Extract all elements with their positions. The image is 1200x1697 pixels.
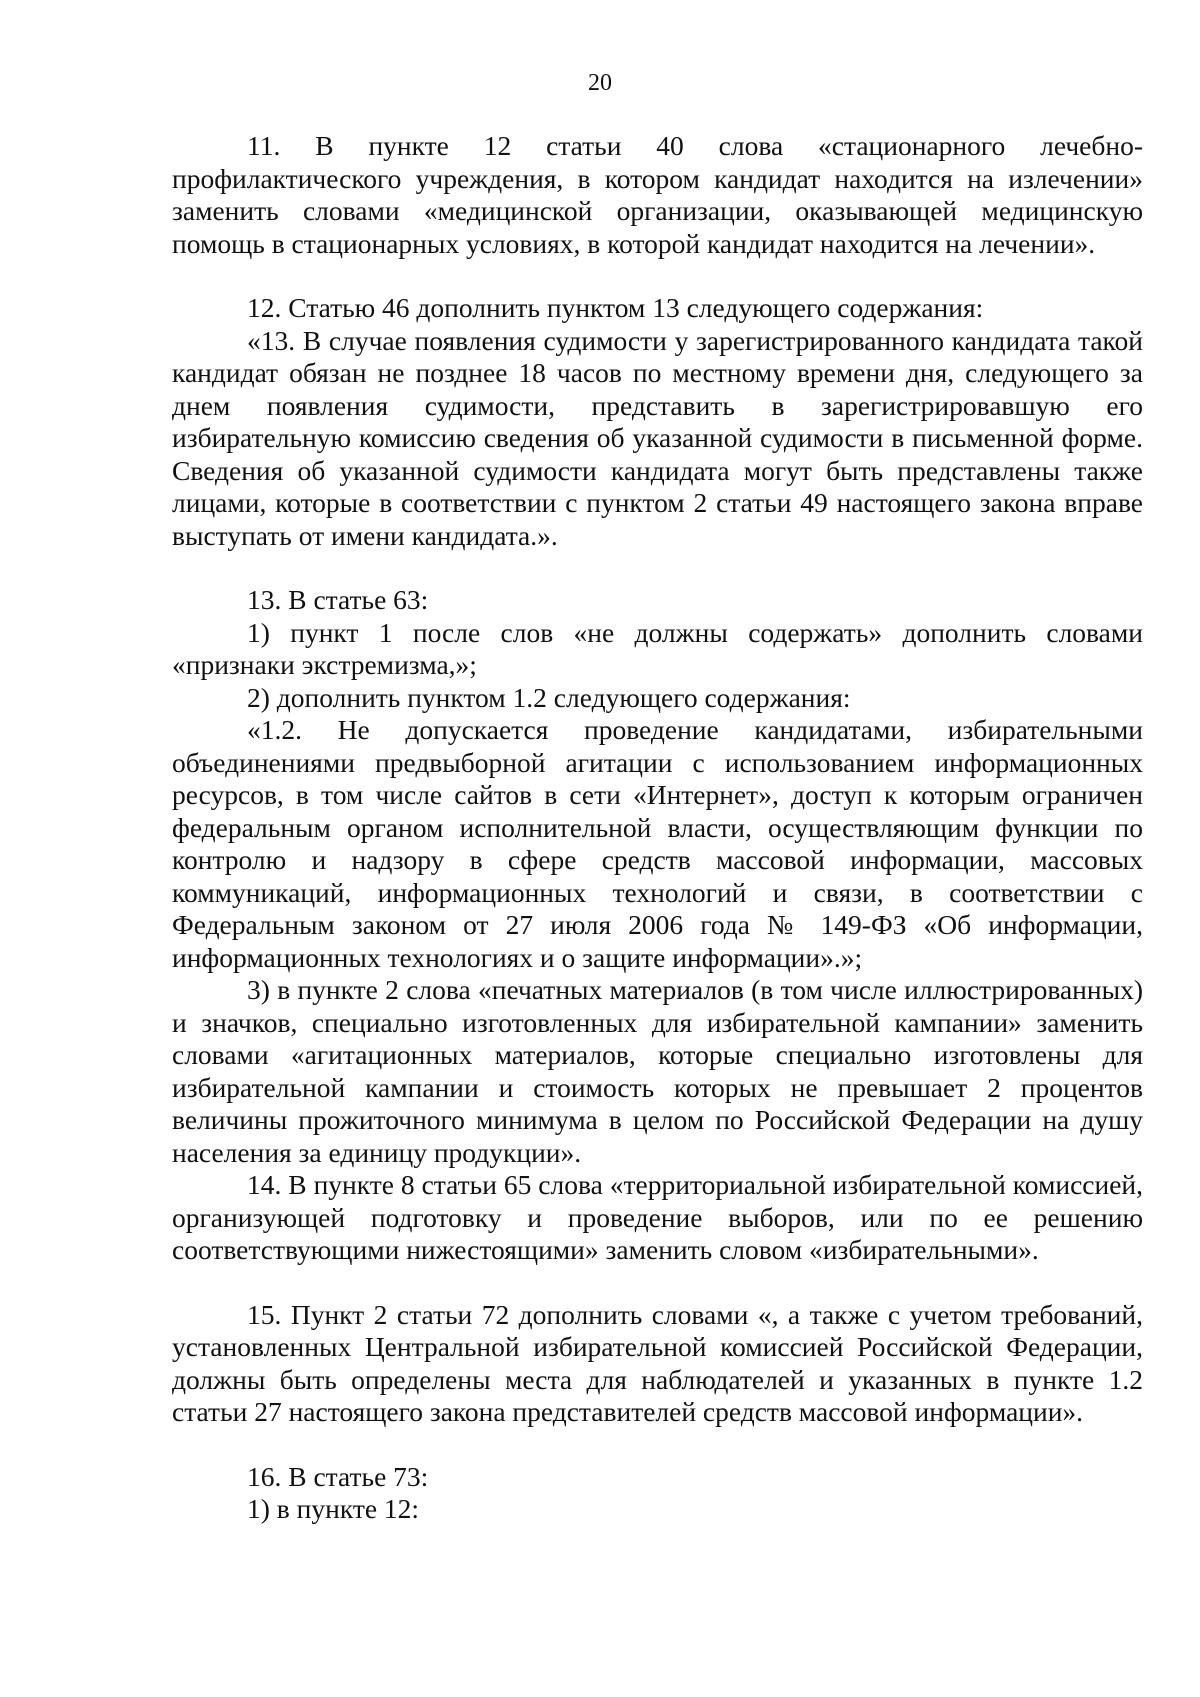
paragraph-item-13-sub-3: 3) в пункте 2 слова «печатных материалов (в том числе иллюстрированных) и значков, специально изготовленных для избирательной кампании» заменить словами «агитационных материалов, которые специально изготовлены для избирательной кампании и стоимость которых не превышает 2 процентов величины прожиточного минимума в целом по Российской Федерации на душу населения за единицу продукции».	[172, 974, 1143, 1168]
document-body	[172, 130, 1143, 1526]
paragraph-gap	[172, 260, 1143, 292]
paragraph-item-13-sub-2-quote: «1.2. Не допускается проведение кандидатами, избирательными объединениями предвыборной агитации с использованием информационных ресурсов, в том числе сайтов в сети «Интернет», доступ к которым ограничен федеральным органом исполнительной власти, осуществляющим функции по контролю и надзору в сфере средств массовой информации, массовых коммуникаций, информационных технологий и связи, в соответствии с Федеральным законом от 27 июля 2006 года № 149-ФЗ «Об информации, информационных технологиях и о защите информации».»;	[172, 714, 1143, 973]
paragraph-item-15: 15. Пункт 2 статьи 72 дополнить словами «, а также с учетом требований, установленных Центральной избирательной комиссией Российской Федерации, должны быть определены места для наблюдателей и указанных в пункте 1.2 статьи 27 настоящего закона представителей средств массовой информации».	[172, 1298, 1143, 1427]
paragraph-gap	[172, 1429, 1143, 1461]
paragraph-item-12-quote: «13. В случае появления судимости у зарегистрированного кандидата такой кандидат обязан не позднее 18 часов по местному времени дня, следующего за днем появления судимости, представить в зарегистрировавшую его избирательную комиссию сведения об указанной судимости в письменной форме. Сведения об указанной судимости кандидата могут быть представлены также лицами, которые в соответствии с пунктом 2 статьи 49 настоящего закона вправе выступать от имени кандидата.».	[172, 324, 1143, 551]
paragraph-item-12: 12. Статью 46 дополнить пунктом 13 следующего содержания:	[247, 292, 984, 323]
paragraph-gap	[172, 1267, 1143, 1299]
paragraph-item-16: 16. В статье 73:	[247, 1460, 429, 1492]
paragraph-item-16-sub-1: 1) в пункте 12:	[247, 1493, 420, 1524]
page-number: 20	[588, 70, 612, 96]
paragraph-item-11: 11. В пункте 12 статьи 40 слова «стационарного лечебно-профилактического учреждения, в котором кандидат находится на излечении» заменить словами «медицинской организации, оказывающей медицинскую помощь в стационарных условиях, в которой кандидат находится на лечении».	[172, 130, 1143, 259]
paragraph-item-14: 14. В пункте 8 статьи 65 слова «территориальной избирательной комиссией, организующей подготовку и проведение выборов, или по ее решению соответствующими нижестоящими» заменить словом «избирательными».	[172, 1169, 1143, 1265]
paragraph-item-13-sub-2: 2) дополнить пунктом 1.2 следующего содержания:	[247, 681, 851, 713]
paragraph-item-13: 13. В статье 63:	[247, 584, 429, 615]
paragraph-gap	[172, 552, 1143, 584]
paragraph-item-13-sub-1: 1) пункт 1 после слов «не должны содержать» дополнить словами «признаки экстремизма,»;	[172, 616, 1143, 680]
